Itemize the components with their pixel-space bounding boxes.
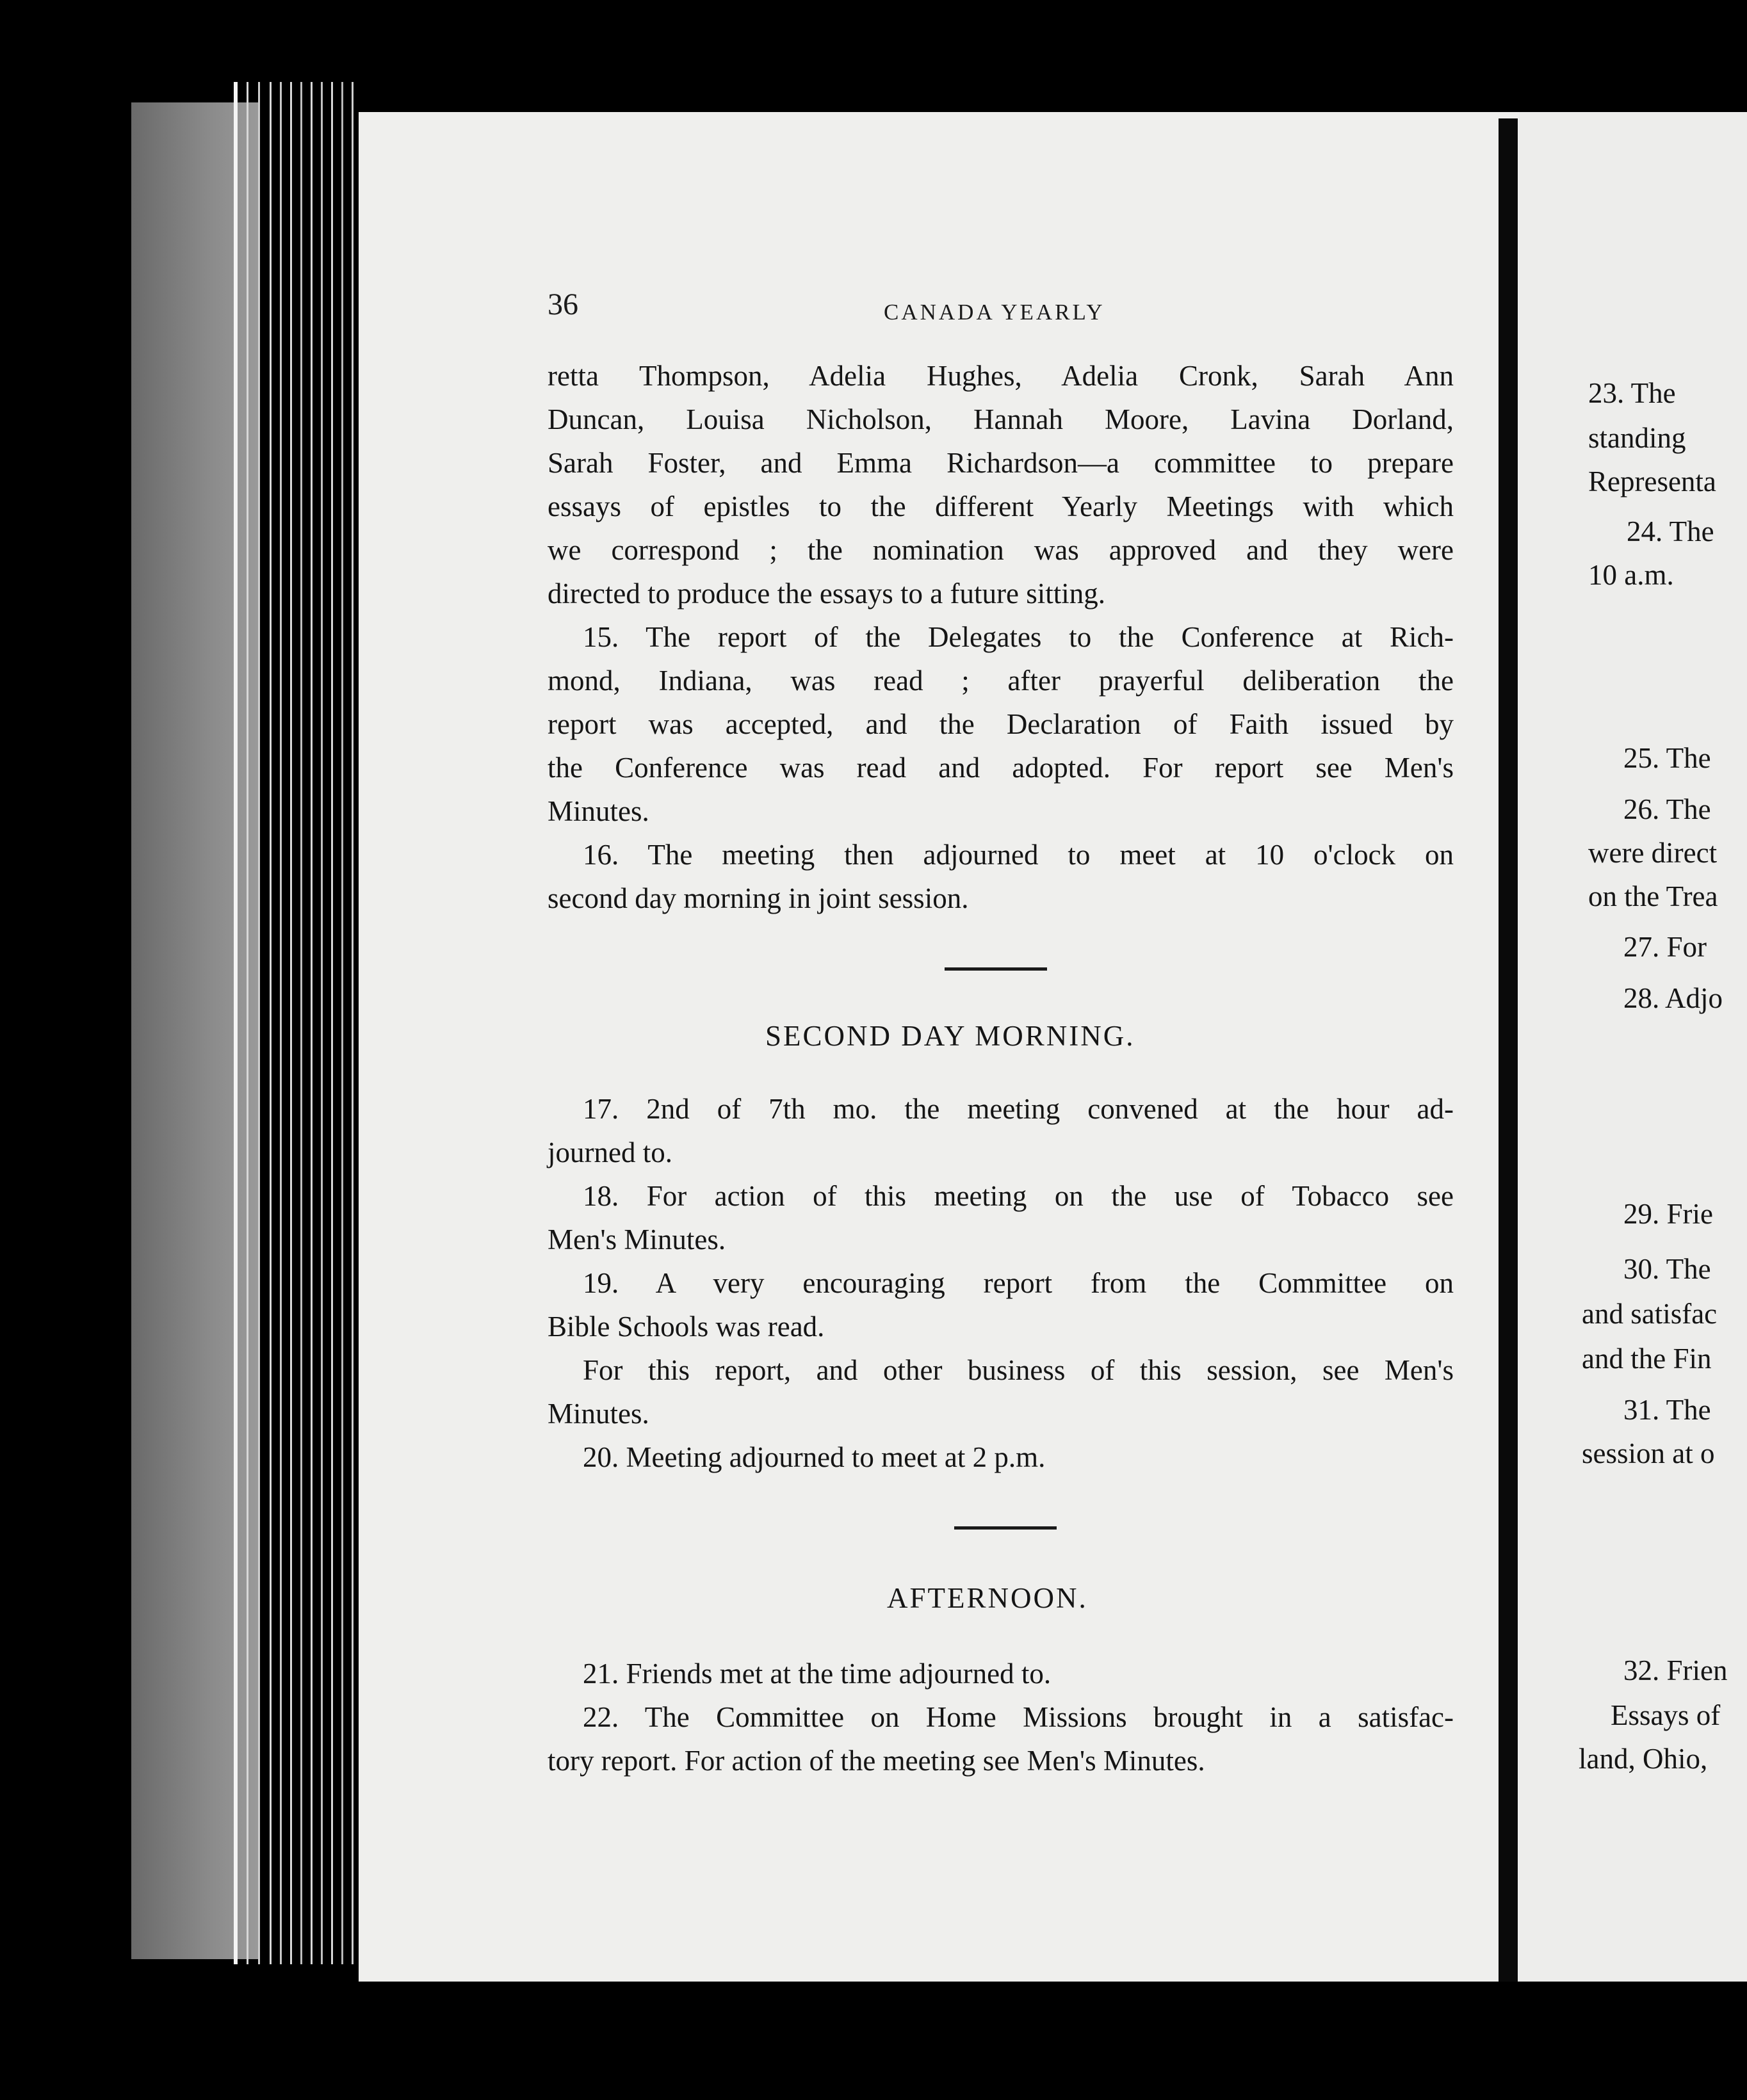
page-number: 36: [548, 287, 578, 321]
right-page-line: Essays of: [1611, 1699, 1721, 1731]
right-page-line: 28. Adjo: [1623, 982, 1723, 1014]
right-page-line: 23. The: [1588, 377, 1676, 409]
text-line: retta Thompson, Adelia Hughes, Adelia Cronk, Sarah Ann: [548, 360, 1454, 392]
text-line: Bible Schools was read.: [548, 1311, 825, 1343]
text-line: 22. The Committee on Home Missions brought in a satisfac-: [583, 1701, 1454, 1733]
right-page-line: Representa: [1588, 465, 1716, 497]
text-line: journed to.: [548, 1136, 672, 1168]
text-line: Sarah Foster, and Emma Richardson—a committee to prepare: [548, 447, 1454, 479]
right-page-line: and the Fin: [1582, 1343, 1712, 1375]
text-line: 20. Meeting adjourned to meet at 2 p.m.: [583, 1441, 1046, 1473]
right-page-line: 32. Frien: [1623, 1654, 1728, 1686]
text-line: Duncan, Louisa Nicholson, Hannah Moore, Lavina Dorland,: [548, 403, 1454, 435]
text-line: the Conference was read and adopted. For report see Men's: [548, 752, 1454, 784]
text-line: Minutes.: [548, 1398, 649, 1430]
right-page-line: 10 a.m.: [1588, 559, 1674, 591]
text-line: 16. The meeting then adjourned to meet at 10 o'clock on: [583, 839, 1454, 871]
text-line: 19. A very encouraging report from the Committee on: [583, 1267, 1454, 1299]
right-page-line: 26. The: [1623, 793, 1711, 825]
text-line: 18. For action of this meeting on the use of Tobacco see: [583, 1180, 1454, 1212]
running-head: CANADA YEARLY: [884, 300, 1105, 325]
text-line: For this report, and other business of this session, see Men's: [583, 1354, 1454, 1386]
text-line: mond, Indiana, was read ; after prayerful deliberation the: [548, 665, 1454, 697]
section-rule: [954, 1526, 1057, 1530]
text-line: essays of epistles to the different Yearly Meetings with which: [548, 490, 1454, 522]
text-line: second day morning in joint session.: [548, 882, 969, 914]
text-line: directed to produce the essays to a future sitting.: [548, 578, 1105, 610]
section-heading: AFTERNOON.: [887, 1582, 1088, 1614]
text-line: 17. 2nd of 7th mo. the meeting convened at the hour ad-: [583, 1093, 1454, 1125]
text-line: 21. Friends met at the time adjourned to.: [583, 1658, 1052, 1690]
text-line: tory report. For action of the meeting see Men's Minutes.: [548, 1745, 1205, 1777]
right-page-line: 24. The: [1627, 515, 1714, 547]
section-rule: [945, 967, 1047, 971]
right-page-line: and satisfac: [1582, 1298, 1718, 1330]
text-line: Minutes.: [548, 795, 649, 827]
text-line: Men's Minutes.: [548, 1224, 726, 1256]
right-page-line: were direct: [1588, 837, 1718, 869]
right-page-line: 30. The: [1623, 1253, 1711, 1285]
text-line: we correspond ; the nomination was approved and they were: [548, 534, 1454, 566]
right-page-line: standing: [1588, 422, 1686, 454]
book-gutter: [1499, 118, 1518, 1982]
right-page-line: 29. Frie: [1623, 1198, 1713, 1230]
right-page-line: 25. The: [1623, 742, 1711, 774]
right-page-line: 31. The: [1623, 1394, 1711, 1426]
text-line: report was accepted, and the Declaration of Faith issued by: [548, 708, 1454, 740]
right-page-line: session at o: [1582, 1437, 1715, 1469]
section-heading: SECOND DAY MORNING.: [765, 1020, 1135, 1052]
right-page-line: 27. For: [1623, 931, 1707, 963]
page-stack-edges: [221, 82, 368, 1964]
right-page-line: on the Trea: [1588, 880, 1718, 912]
text-line: 15. The report of the Delegates to the Conference at Rich-: [583, 621, 1454, 653]
right-page-line: land, Ohio,: [1579, 1743, 1708, 1775]
